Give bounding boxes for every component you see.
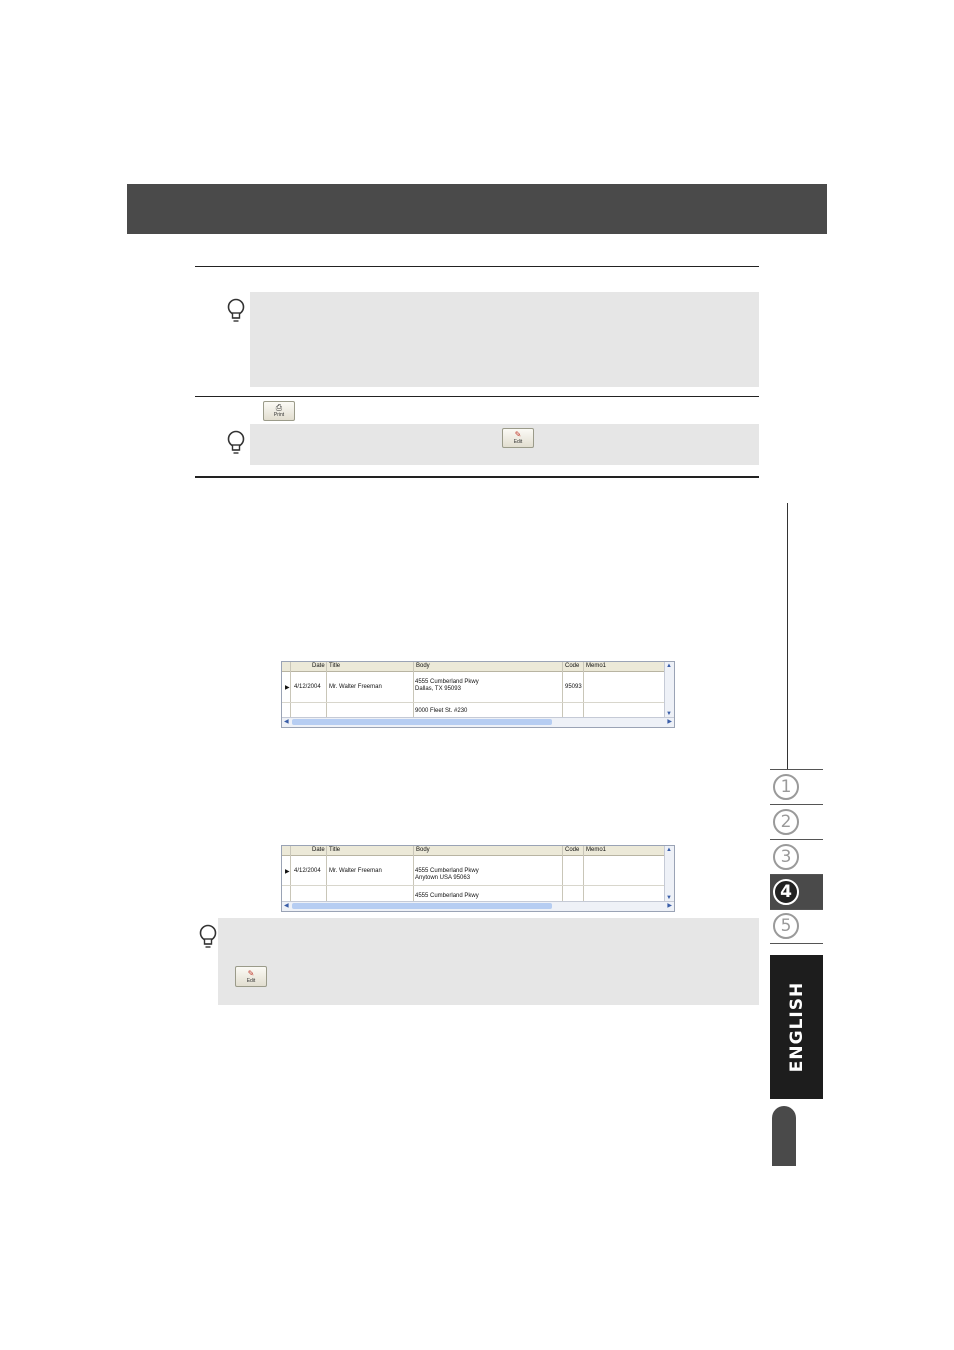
scroll-down-icon[interactable]: ▼ [666,895,672,901]
column-header-date[interactable]: Date [312,847,325,853]
edit-button-label: Edit [513,439,523,445]
column-header-memo1[interactable]: Memo1 [586,847,607,853]
scroll-down-icon[interactable]: ▼ [666,711,672,717]
tab-divider [770,804,823,805]
column-header-body[interactable]: Body [416,663,430,669]
cell-date[interactable]: 4/12/2004 [294,868,321,874]
edit-button-label: Edit [246,977,256,984]
cell-title[interactable]: Mr. Walter Freeman [329,868,382,874]
column-header-body[interactable]: Body [416,847,430,853]
tip-note-box [218,918,759,1005]
language-tab-label: ENGLISH [786,981,807,1073]
lightbulb-icon [226,298,246,324]
language-tab[interactable] [770,955,823,1099]
cell-date[interactable]: 4/12/2004 [294,684,321,690]
edit-button[interactable] [235,966,267,987]
scroll-right-icon[interactable]: ▶ [667,903,672,909]
scroll-left-icon[interactable]: ◀ [284,719,289,725]
column-header-title[interactable]: Title [329,663,341,669]
scroll-thumb[interactable] [292,719,552,725]
column-header-code[interactable]: Code [565,663,580,669]
column-header-title[interactable]: Title [329,847,341,853]
vertical-scrollbar[interactable] [664,846,674,902]
edit-icon: ✎ [514,430,522,439]
horizontal-scrollbar[interactable] [282,901,674,911]
lightbulb-icon [226,430,246,456]
chapter-tab-4[interactable]: 4 [773,879,799,905]
print-button[interactable] [263,401,295,421]
cell-code[interactable]: 95093 [565,684,582,690]
data-grid-top[interactable] [281,661,675,728]
cell-body-line1[interactable]: 4555 Cumberland Pkwy [415,868,479,874]
scroll-left-icon[interactable]: ◀ [284,903,289,909]
tip-note-box [250,292,759,387]
cell-body-line1[interactable]: 9000 Fleet St. #230 [415,708,468,714]
scroll-thumb[interactable] [292,903,552,909]
chapter-tab-2[interactable]: 2 [773,809,799,835]
vertical-scrollbar[interactable] [664,662,674,718]
edit-button[interactable] [502,428,534,448]
lightbulb-icon [198,924,218,950]
tab-divider [770,909,823,910]
print-button-label: Print [273,412,285,418]
tab-divider [770,943,823,944]
cell-body-line2[interactable]: Dallas, TX 95093 [415,686,461,692]
cell-body-line1[interactable]: 4555 Cumberland Pkwy [415,679,479,685]
section-header-bar [127,184,827,234]
divider [195,476,759,478]
data-grid-bottom[interactable] [281,845,675,912]
printer-icon: ⎙ [275,403,283,412]
edit-icon: ✎ [247,968,255,978]
scroll-up-icon[interactable]: ▲ [666,847,672,853]
scroll-up-icon[interactable]: ▲ [666,663,672,669]
column-header-date[interactable]: Date [312,663,325,669]
page-number-tab [772,1106,796,1166]
column-header-code[interactable]: Code [565,847,580,853]
divider [195,396,759,397]
chapter-tab-5[interactable]: 5 [773,913,799,939]
tab-divider [770,839,823,840]
sidebar-rule [787,503,788,769]
column-header-memo1[interactable]: Memo1 [586,663,607,669]
chapter-tab-1[interactable]: 1 [773,774,799,800]
row-pointer-icon: ▶ [285,685,290,691]
horizontal-scrollbar[interactable] [282,717,674,727]
tab-divider [770,769,823,770]
cell-title[interactable]: Mr. Walter Freeman [329,684,382,690]
cell-body-line1[interactable]: 4555 Cumberland Pkwy [415,893,479,899]
chapter-tab-3[interactable]: 3 [773,844,799,870]
scroll-right-icon[interactable]: ▶ [667,719,672,725]
divider [195,266,759,267]
row-pointer-icon: ▶ [285,869,290,875]
cell-body-line2[interactable]: Anytown USA 95063 [415,875,471,881]
